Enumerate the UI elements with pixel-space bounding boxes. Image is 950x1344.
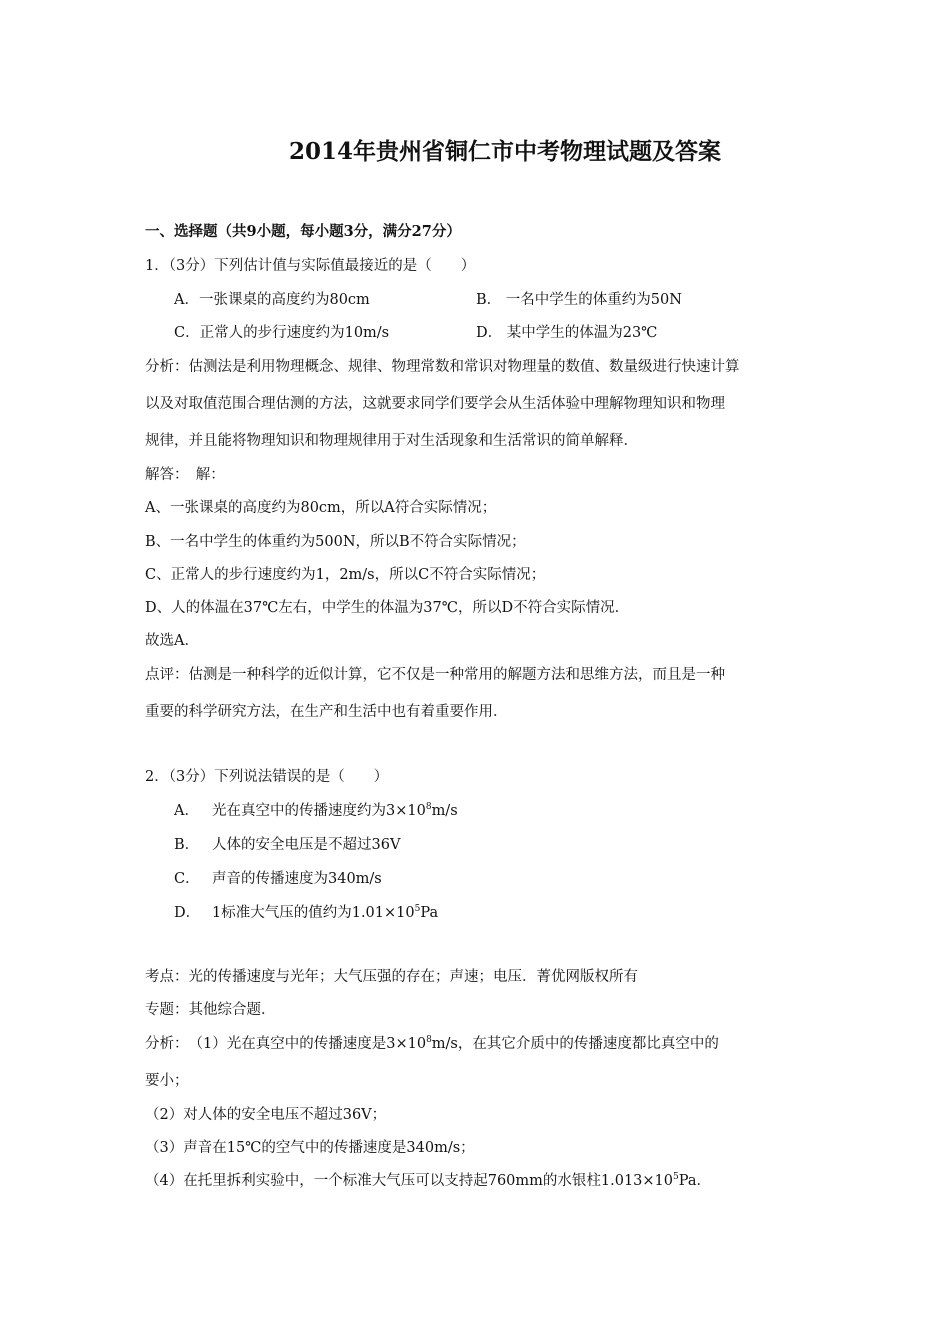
q2-option-d-text: 1标准大气压的值约为$1.01\times 10^5Pa$: [212, 904, 439, 921]
q1-stem: 1．（3分）下列估计值与实际值最接近的是（ ）: [145, 258, 476, 274]
q2-zhuanti: 专题：其他综合题．: [145, 1002, 276, 1018]
q1-solution-heading: 解答： 解：: [145, 467, 225, 483]
q1-solution-a: A、一张课桌的高度约为80cm，所以A符合实际情况；: [145, 500, 497, 516]
q1-comment-line-2: 重要的科学研究方法，在生产和生活中也有着重要作用．: [145, 704, 508, 720]
q2-option-a-text: 光在真空中的传播速度约为$3\times 10^8m/s$: [212, 802, 458, 819]
q2-option-b-label: B．: [174, 837, 200, 853]
q2-analysis-line-2: 要小；: [145, 1073, 189, 1089]
q2-stem: 2．（3分）下列说法错误的是（ ）: [145, 769, 389, 785]
q1-solution-b: B、一名中学生的体重约为500N，所以B不符合实际情况；: [145, 534, 526, 550]
section-heading: 一、选择题（共9小题，每小题3分，满分27分）: [145, 223, 461, 240]
q2-option-d-label: D．: [174, 905, 201, 921]
q1-comment-line-1: 点评：估测是一种科学的近似计算，它不仅是一种常用的解题方法和思维方法，而且是一种: [145, 667, 725, 683]
q1-analysis-line-2: 以及对取值范围合理估测的方法，这就要求同学们要学会从生活体验中理解物理知识和物理: [145, 396, 725, 412]
page-title: 2014年贵州省铜仁市中考物理试题及答案: [288, 138, 721, 165]
q2-point-3: （3）声音在15℃的空气中的传播速度是340m/s；: [145, 1140, 475, 1156]
q2-point-2: （2）对人体的安全电压不超过36V；: [145, 1107, 387, 1123]
q1-solution-d: D、人的体温在37℃左右，中学生的体温为37℃，所以D不符合实际情况．: [145, 600, 630, 616]
q2-option-c-text: 声音的传播速度为340m/s: [212, 871, 382, 887]
q1-solution-c: C、正常人的步行速度约为1，2m/s，所以C不符合实际情况；: [145, 567, 546, 583]
q2-point-4: （4）在托里拆利实验中，一个标准大气压可以支持起760mm的水银柱$1.013\times 10^5Pa$．: [145, 1172, 711, 1189]
q2-kaodian: 考点：光的传播速度与光年；大气压强的存在；声速；电压．菁优网版权所有: [145, 969, 638, 985]
q1-option-d: D． 某中学生的体温为23℃: [476, 325, 658, 341]
q1-analysis-line-1: 分析：估测法是利用物理概念、规律、物理常数和常识对物理量的数值、数量级进行快速计算: [145, 359, 740, 375]
q2-analysis-line-1: 分析： （1）光在真空中的传播速度是$3\times 10^8m/s$，在其它介质中的传播速度都比真空中的: [145, 1035, 719, 1052]
q2-option-b-text: 人体的安全电压是不超过36V: [212, 837, 401, 853]
q1-option-b: B． 一名中学生的体重约为50N: [476, 292, 682, 308]
q2-option-a-label: A．: [174, 803, 199, 819]
q2-option-c-label: C．: [174, 871, 200, 887]
q1-analysis-line-3: 规律，并且能将物理知识和物理规律用于对生活现象和生活常识的简单解释．: [145, 433, 638, 449]
q1-option-a: A．一张课桌的高度约为80cm: [174, 292, 370, 308]
q1-option-c: C．正常人的步行速度约为10m/s: [174, 325, 390, 341]
q1-answer: 故选A．: [145, 633, 199, 649]
